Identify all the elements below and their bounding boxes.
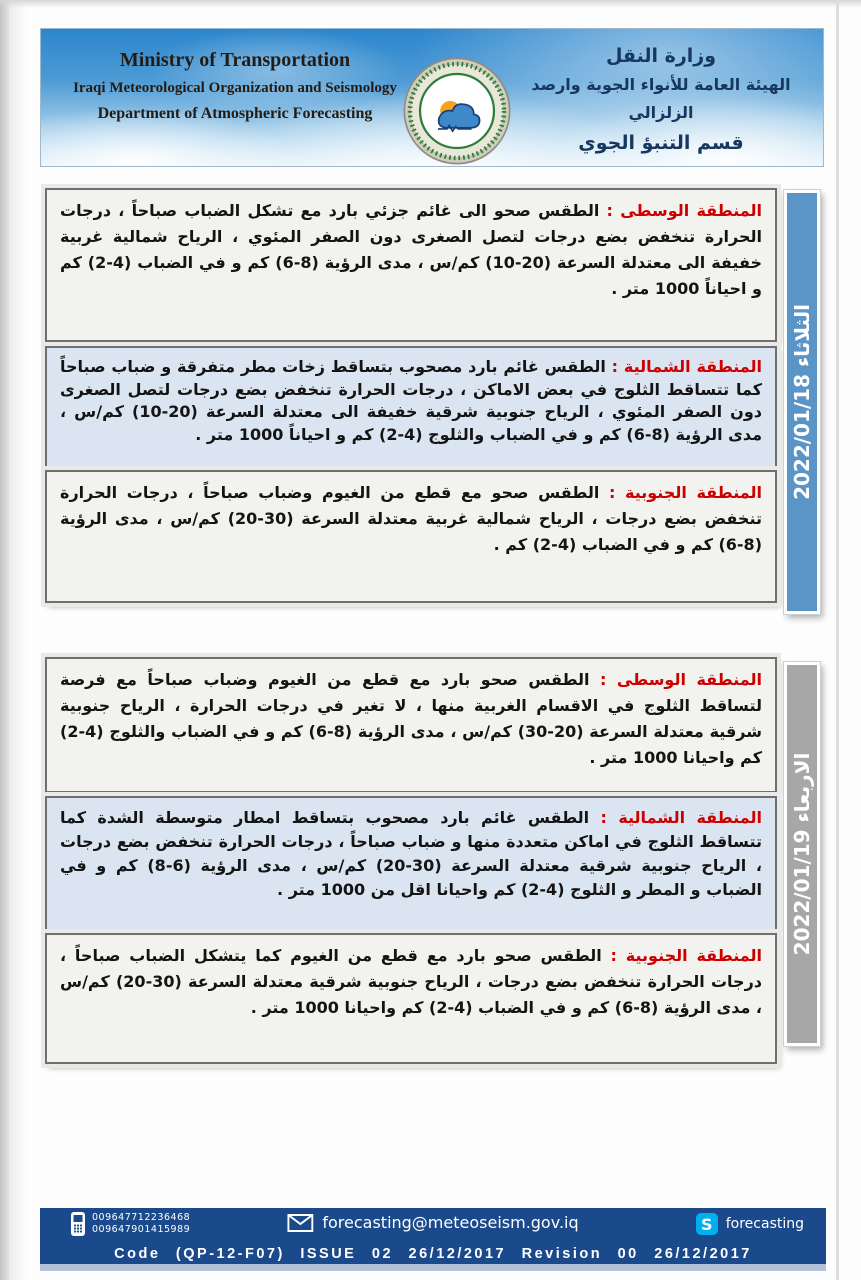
forecast-block-wednesday-central (45, 657, 777, 793)
footer-shadow-strip (40, 1264, 826, 1271)
region-name: المنطقة الوسطى (616, 670, 762, 689)
phone-number-2: 009647901415989 (92, 1224, 191, 1235)
footer-contact-row (40, 1208, 826, 1242)
forecast-body: الطقس صحو مع قطع من الغيوم وضباب صباحاً ، درجات الحرارة تنخفض بضع درجات ، الرياح شمالية غربية معتدلة السرعة (30-20) كم/س ، مدى الرؤية (8-6) كم و في الضباب (4-2) كم . (60, 483, 762, 554)
envelope-icon (287, 1214, 313, 1232)
photo-edge-left-fade (9, 0, 27, 1280)
title-separator: : (605, 357, 624, 376)
forecast-body: الطقس غائم بارد مصحوب بتساقط زخات مطر متفرقة و ضباب صباحاً كما تتساقط الثلوج في بعض الاماكن ، درجات الحرارة تنخفض بضع درجات لتصل الصغرى دون الصفر المئوي ، الرياح جنوبية شرقية خفيفة الى معتدلة السرعة (20-10) كم/س ، مدى الرؤية (8-6) كم و في الضباب والثلوج (4-2) كم و احياناً 1000 متر . (60, 357, 762, 444)
email-address: forecasting@meteoseism.gov.iq (322, 1213, 579, 1232)
region-name: المنطقة الشمالية (618, 808, 762, 827)
department-title-ar: قسم التنبؤ الجوي (578, 132, 744, 154)
skype-username: forecasting (725, 1216, 804, 1232)
title-separator: : (589, 808, 619, 827)
forecast-block-tuesday-central (45, 188, 777, 342)
document-code-line: Code (QP-12-F07) ISSUE 02 26/12/2017 Revision 00 26/12/2017 (114, 1246, 752, 1262)
title-separator: : (589, 670, 617, 689)
page-edge-right (836, 0, 839, 1280)
forecast-body: الطقس صحو بارد مع قطع من الغيوم وضباب صباحاً مع فرصة لتساقط الثلوج في الاقسام الغربية منها ، لا تغير في درجات الحرارة ، الرياح جنوبية شرقية معتدلة السرعة (20-30) كم/س ، مدى الرؤية (8-6) كم و في الضباب والثلوج (4-2) كم واحيانا 1000 متر . (60, 670, 762, 767)
date-bar-wednesday (784, 662, 820, 1046)
footer-skype (696, 1213, 804, 1235)
title-separator: : (599, 483, 625, 502)
region-name: المنطقة الجنوبية (625, 946, 763, 965)
forecast-body: الطقس غائم بارد مصحوب بتساقط امطار متوسطة الشدة كما تتساقط الثلوج في اماكن متعددة منها و ضباب صباحاً ، درجات الحرارة تنخفض بضع درجات ، الرياح جنوبية شرقية معتدلة السرعة (30-20) كم/س ، مدى الرؤية (6-8) كم و في الضباب و المطر و الثلوج (4-2) كم واحيانا اقل من 1000 متر . (60, 808, 762, 899)
date-label-wednesday: الاربعاء 2022/01/19 (790, 752, 814, 956)
forecast-text (47, 798, 775, 906)
photo-edge-left (0, 0, 9, 1280)
forecast-text (47, 472, 775, 562)
forecast-text (47, 348, 775, 450)
title-separator: : (599, 201, 621, 220)
footer-contact-bar (40, 1208, 826, 1264)
region-name: المنطقة الوسطى (620, 201, 763, 220)
title-separator: : (601, 946, 626, 965)
phone-numbers (92, 1212, 190, 1236)
date-label-tuesday: الثلاثاء 2022/01/18 (790, 304, 814, 500)
skype-icon: S (696, 1213, 718, 1235)
organization-title-ar: الهيئة العامة للأنواء الجوية وارصد الزلزالي (531, 75, 791, 122)
date-bar-tuesday (784, 190, 820, 614)
ministry-title-ar: وزارة النقل (605, 45, 717, 67)
region-name: المنطقة الجنوبية (624, 483, 762, 502)
forecast-text (47, 190, 775, 306)
ministry-title-en: Ministry of Transportation (119, 49, 351, 71)
header-english-titles (55, 45, 415, 127)
photo-edge-top (0, 0, 861, 8)
phone-number-1: 009647712236468 (92, 1212, 191, 1223)
organization-logo-icon (399, 55, 515, 167)
region-name: المنطقة الشمالية (623, 357, 763, 376)
department-title-en: Department of Atmospheric Forecasting (97, 105, 373, 122)
forecast-body: الطقس صحو بارد مع قطع من الغيوم كما يتشكل الضباب صباحاً ، درجات الحرارة تنخفض بضع درجات ، الرياح جنوبية شرقية معتدلة السرعة (30-20) كم/س ، مدى الرؤية (8-6) كم و في الضباب (4-2) كم واحيانا 1000 متر . (60, 946, 762, 1017)
header-arabic-titles (511, 41, 811, 159)
forecast-block-tuesday-northern (45, 346, 777, 468)
forecast-block-wednesday-southern (45, 933, 777, 1064)
forecast-text (47, 659, 775, 775)
forecast-text (47, 935, 775, 1025)
footer-phone (70, 1211, 190, 1237)
header-banner (40, 28, 824, 167)
organization-title-en: Iraqi Meteorological Organization and Seismology (73, 80, 397, 96)
forecast-body: الطقس صحو الى غائم جزئي بارد مع تشكل الضباب صباحاً ، درجات الحرارة تنخفض بضع درجات لتصل الصغرى دون الصفر المئوي ، الرياح شمالية غربية خفيفة الى معتدلة السرعة (20-10) كم/س ، مدى الرؤية (8-6) كم و في الضباب (4-2) كم و احياناً 1000 متر . (60, 201, 763, 298)
forecast-block-wednesday-northern (45, 796, 777, 931)
forecast-block-tuesday-southern (45, 470, 777, 603)
phone-icon (70, 1211, 86, 1237)
footer-email (287, 1213, 578, 1232)
